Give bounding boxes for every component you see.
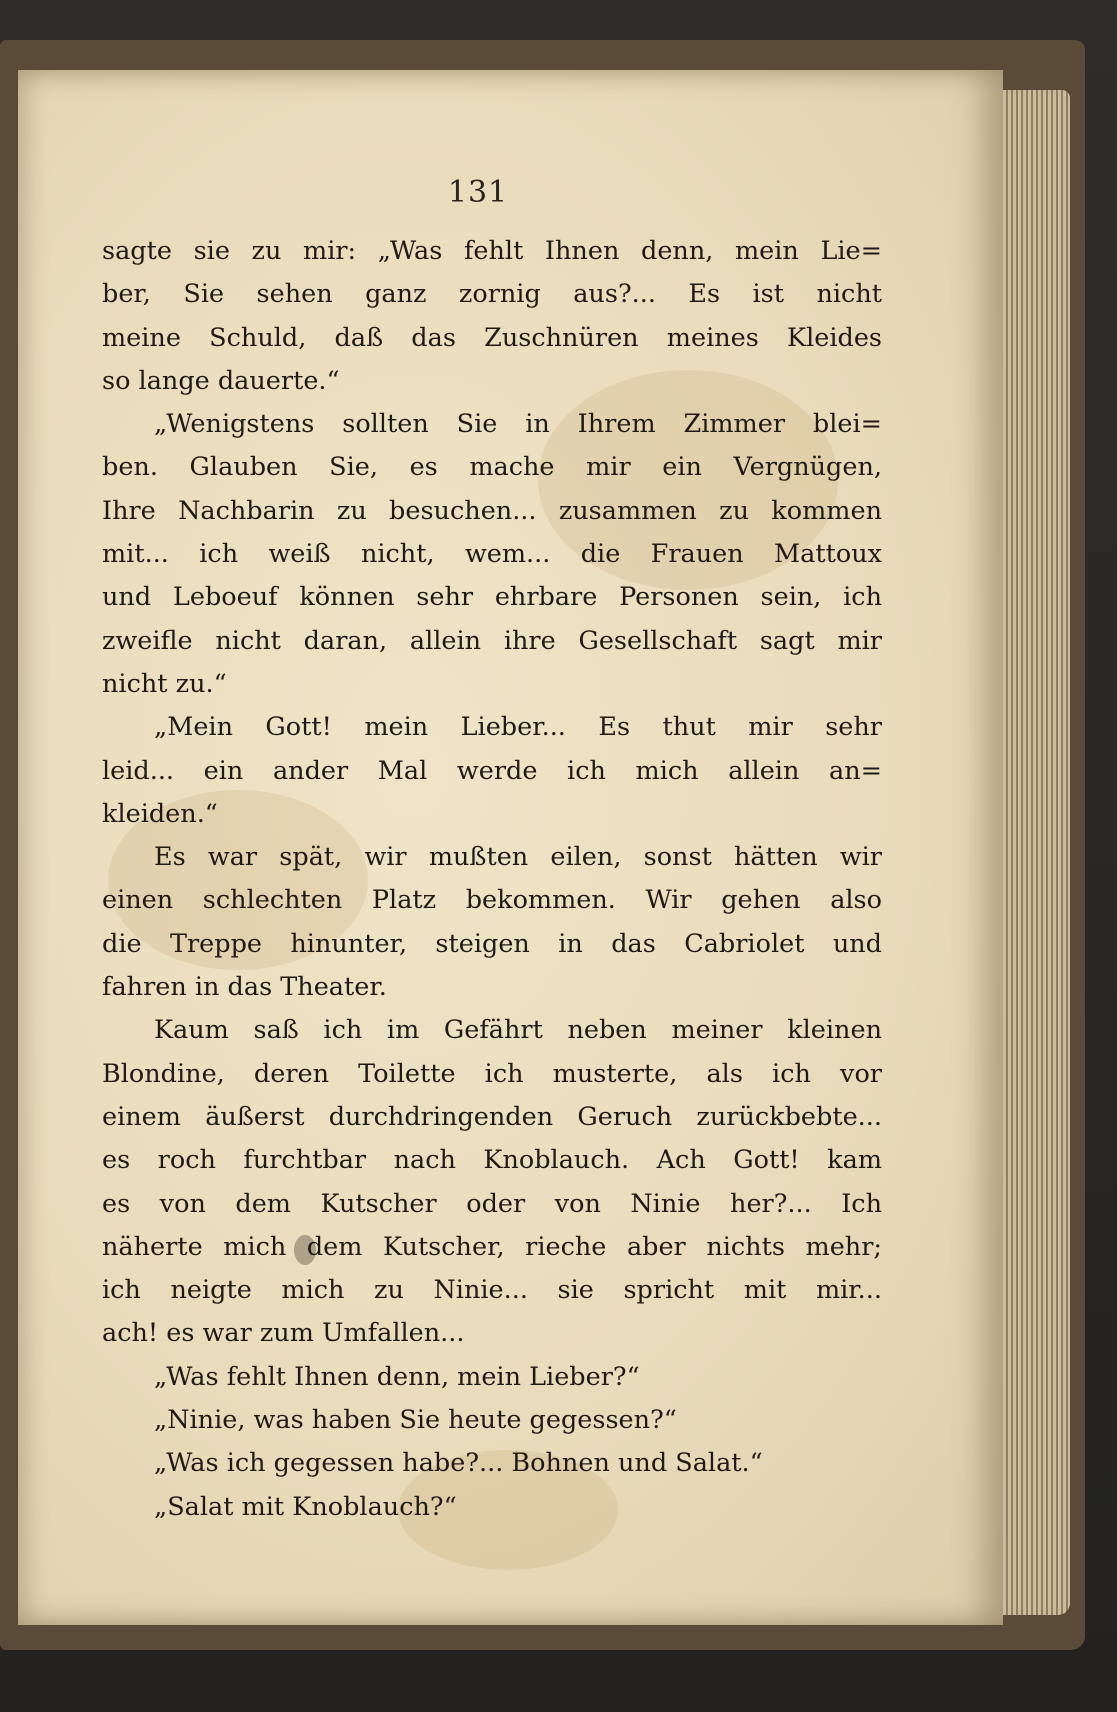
dialogue-line: „Ninie, was haben Sie heute gegessen?“	[154, 1405, 677, 1436]
text-line: Kaum saß ich im Gefährt neben meiner kleinen	[154, 1015, 882, 1046]
text-line: und Leboeuf können sehr ehrbare Personen sein, ich	[102, 582, 882, 613]
paragraph-5	[102, 1009, 882, 1355]
text-line: „Mein Gott! mein Lieber... Es thut mir sehr	[154, 712, 882, 743]
text-line: sagte sie zu mir: „Was fehlt Ihnen denn, mein Lie=	[102, 236, 882, 266]
text-line: „Wenigstens sollten Sie in Ihrem Zimmer blei=	[154, 409, 882, 440]
paragraph-3	[102, 706, 882, 836]
text-line: Ihre Nachbarin zu besuchen... zusammen zu kommen	[102, 495, 882, 526]
text-line: leid... ein ander Mal werde ich mich allein an=	[102, 755, 882, 786]
dialogue-line: „Was ich gegessen habe?... Bohnen und Salat.“	[154, 1448, 763, 1479]
text-line: zweifle nicht daran, allein ihre Gesellschaft sagt mir	[102, 625, 882, 656]
paragraph-2	[102, 403, 882, 706]
text-line: einem äußerst durchdringenden Geruch zurückbebte...	[102, 1101, 882, 1132]
text-line: ach! es war zum Umfallen...	[102, 1318, 465, 1349]
text-line: ich neigte mich zu Ninie... sie spricht mit mir...	[102, 1275, 882, 1306]
dialogue-line: „Salat mit Knoblauch?“	[154, 1491, 457, 1522]
text-line: es roch furchtbar nach Knoblauch. Ach Gott! kam	[102, 1145, 882, 1176]
page-stack-edge	[998, 90, 1070, 1615]
paragraph-1	[102, 230, 882, 403]
text-line: kleiden.“	[102, 798, 218, 829]
text-line: ber, Sie sehen ganz zornig aus?... Es ist nicht	[102, 279, 882, 310]
text-line: es von dem Kutscher oder von Ninie her?... Ich	[102, 1188, 882, 1219]
text-line: die Treppe hinunter, steigen in das Cabriolet und	[102, 928, 882, 959]
text-line: ben. Glauben Sie, es mache mir ein Vergnügen,	[102, 452, 882, 483]
dialogue-line: „Was fehlt Ihnen denn, mein Lieber?“	[154, 1361, 640, 1392]
text-line: Es war spät, wir mußten eilen, sonst hätten wir	[154, 842, 882, 873]
text-line: meine Schuld, daß das Zuschnüren meines Kleides	[102, 322, 882, 353]
text-line: so lange dauerte.“	[102, 365, 340, 396]
text-line: mit... ich weiß nicht, wem... die Frauen Mattoux	[102, 539, 882, 570]
page-body-text	[102, 230, 882, 1529]
paragraph-4	[102, 836, 882, 1009]
text-line: einen schlechten Platz bekommen. Wir gehen also	[102, 885, 882, 916]
book-page	[18, 70, 1003, 1625]
text-line: näherte mich dem Kutscher, rieche aber nichts mehr;	[102, 1231, 882, 1262]
dialogue-block	[102, 1356, 882, 1529]
text-line: fahren in das Theater.	[102, 972, 387, 1003]
page-number: 131	[447, 175, 509, 210]
text-line: Blondine, deren Toilette ich musterte, als ich vor	[102, 1058, 882, 1089]
text-line: nicht zu.“	[102, 668, 227, 699]
